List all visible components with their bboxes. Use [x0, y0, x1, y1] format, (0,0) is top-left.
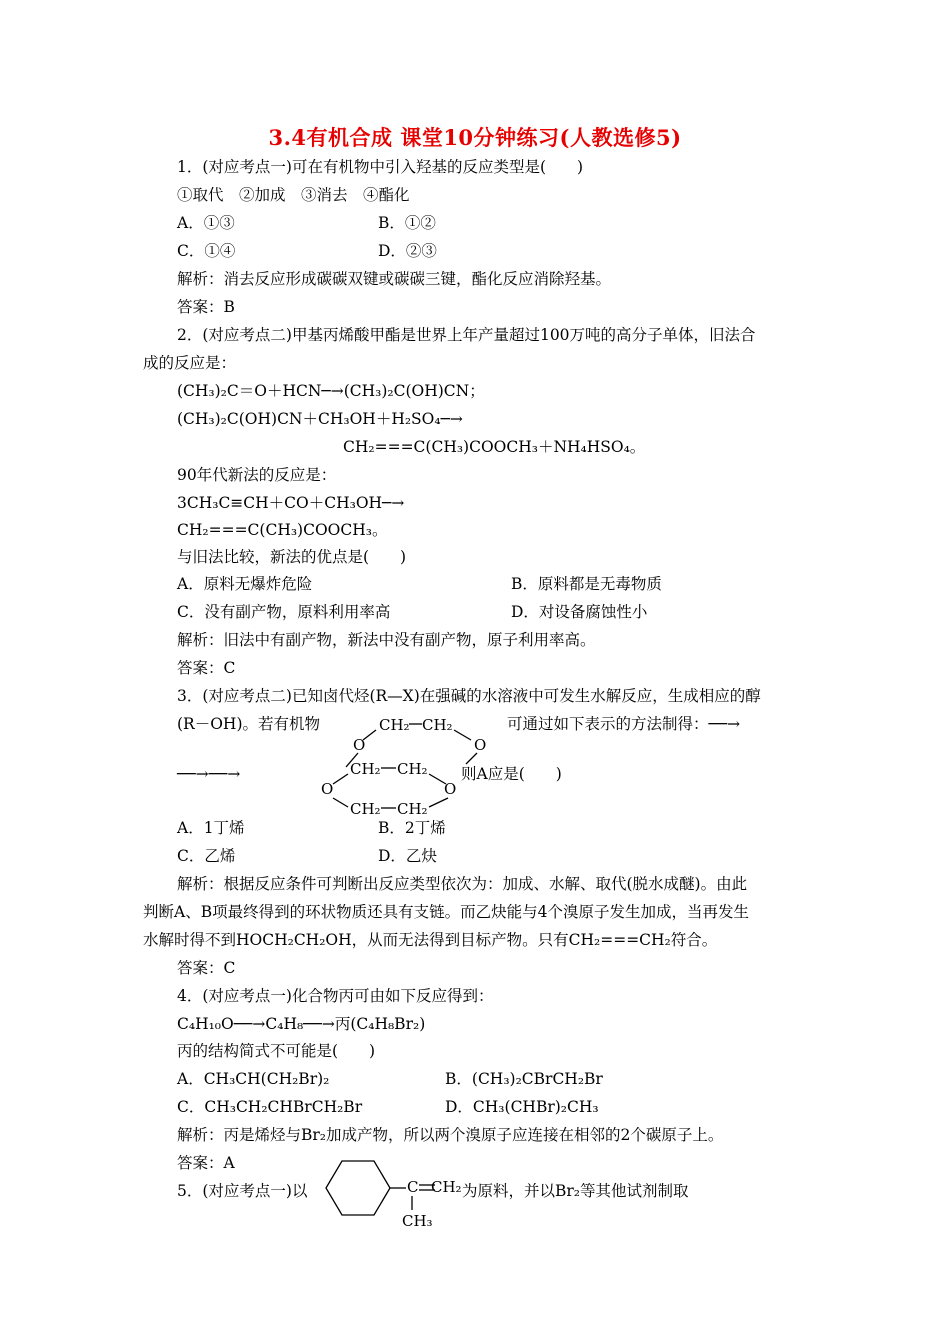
q1-options-line: ①取代 ②加成 ③消去 ④酯化 — [177, 186, 410, 204]
q4-stem: 4．(对应考点一)化合物丙可由如下反应得到： — [177, 987, 494, 1005]
ring-ch2-top-right: CH₂ — [422, 716, 453, 734]
q3-option-a: A．1丁烯 — [177, 819, 245, 837]
q3-option-b: B．2丁烯 — [378, 819, 446, 837]
q1-option-a: A．①③ — [177, 214, 235, 232]
methylene-group: CH₂ — [431, 1178, 462, 1196]
q1-option-b: B．①② — [378, 214, 436, 232]
q3-analysis-line1: 解析：根据反应条件可判断出反应类型依次为：加成、水解、取代(脱水成醚)。由此 — [177, 875, 748, 893]
cyclohexyl-propene-structure — [318, 1158, 462, 1234]
methyl-group: CH₃ — [402, 1212, 433, 1230]
q2-new-method-label: 90年代新法的反应是： — [177, 466, 337, 484]
ring-ch2-mid-right: CH₂ — [397, 760, 428, 778]
document-title: 3.4有机合成 课堂10分钟练习(人教选修5) — [268, 125, 682, 150]
q2-equation-4: 3CH₃C≡CH＋CO＋CH₃OH─→ — [177, 494, 405, 512]
q4-question: 丙的结构简式不可能是( ) — [177, 1042, 376, 1060]
q2-equation-5: CH₂===C(CH₃)COOCH₃。 — [177, 521, 388, 539]
ring-oxygen-mid-right: O — [444, 780, 457, 798]
ring-ch2-bottom-right: CH₂ — [397, 800, 428, 818]
q4-option-d: D．CH₃(CHBr)₂CH₃ — [445, 1098, 599, 1116]
q4-equation: C₄H₁₀O──→C₄H₈──→丙(C₄H₈Br₂) — [177, 1015, 426, 1033]
q5-stem-a: 5．(对应考点一)以 — [177, 1182, 308, 1200]
ring-ch2-mid-left: CH₂ — [350, 760, 381, 778]
q1-answer: 答案：B — [177, 298, 235, 316]
q1-stem: 1．(对应考点一)可在有机物中引入羟基的反应类型是( ) — [177, 158, 584, 176]
q2-equation-1: (CH₃)₂C＝O＋HCN─→(CH₃)₂C(OH)CN； — [177, 382, 485, 400]
q4-analysis: 解析：丙是烯烃与Br₂加成产物，所以两个溴原子应连接在相邻的2个碳原子上。 — [177, 1126, 724, 1144]
q3-option-c: C．乙烯 — [177, 847, 236, 865]
q2-option-b: B．原料都是无毒物质 — [511, 575, 662, 593]
q1-option-d: D．②③ — [378, 242, 437, 260]
q2-option-c: C．没有副产物，原料利用率高 — [177, 603, 391, 621]
q3-stem-line2a: (R－OH)。若有机物 — [177, 715, 320, 733]
q3-stem-line1: 3．(对应考点二)已知卤代烃(R—X)在强碱的水溶液中可发生水解反应，生成相应的醇 — [177, 687, 761, 705]
q2-stem-line1: 2．(对应考点二)甲基丙烯酸甲酯是世界上年产量超过100万吨的高分子单体，旧法合 — [177, 326, 756, 344]
q2-question: 与旧法比较，新法的优点是( ) — [177, 548, 407, 566]
q1-analysis: 解析：消去反应形成碳碳双键或碳碳三键，酯化反应消除羟基。 — [177, 270, 612, 288]
ring-oxygen-top-right: O — [474, 736, 487, 754]
q2-option-d: D．对设备腐蚀性小 — [511, 603, 648, 621]
q3-stem-line3b: 则A应是( ) — [461, 765, 562, 783]
q4-option-c: C．CH₃CH₂CHBrCH₂Br — [177, 1098, 363, 1116]
q1-option-c: C．①④ — [177, 242, 236, 260]
q4-answer: 答案：A — [177, 1154, 235, 1172]
q2-answer: 答案：C — [177, 659, 236, 677]
alkene-carbon: C — [407, 1178, 419, 1196]
q2-stem-line2: 成的反应是： — [143, 354, 237, 372]
q2-analysis: 解析：旧法中有副产物，新法中没有副产物，原子利用率高。 — [177, 631, 596, 649]
q3-answer: 答案：C — [177, 959, 236, 977]
q2-option-a: A．原料无爆炸危险 — [177, 575, 313, 593]
q4-option-b: B．(CH₃)₂CBrCH₂Br — [445, 1070, 603, 1088]
q4-option-a: A．CH₃CH(CH₂Br)₂ — [177, 1070, 330, 1088]
ring-ch2-top-left: CH₂ — [379, 716, 410, 734]
q2-equation-2: (CH₃)₂C(OH)CN＋CH₃OH＋H₂SO₄─→ — [177, 410, 463, 428]
ring-oxygen-mid-left: O — [321, 780, 334, 798]
q2-equation-3: CH₂===C(CH₃)COOCH₃＋NH₄HSO₄。 — [343, 438, 646, 456]
q3-analysis-line3: 水解时得不到HOCH₂CH₂OH，从而无法得到目标产物。只有CH₂===CH₂符合。 — [143, 931, 718, 949]
q3-analysis-line2: 判断A、B项最终得到的环状物质还具有支链。而乙炔能与4个溴原子发生加成，当再发生 — [143, 903, 749, 921]
q5-stem-b: 为原料，并以Br₂等其他试剂制取 — [462, 1182, 689, 1200]
q3-option-d: D．乙炔 — [378, 847, 437, 865]
q3-stem-line3a: ──→──→ — [177, 765, 241, 783]
ring-oxygen-top-left: O — [353, 736, 366, 754]
ring-ch2-bottom-left: CH₂ — [350, 800, 381, 818]
cyclohexane-ring — [326, 1161, 390, 1215]
q3-stem-line2b: 可通过如下表示的方法制得：──→ — [507, 715, 741, 733]
